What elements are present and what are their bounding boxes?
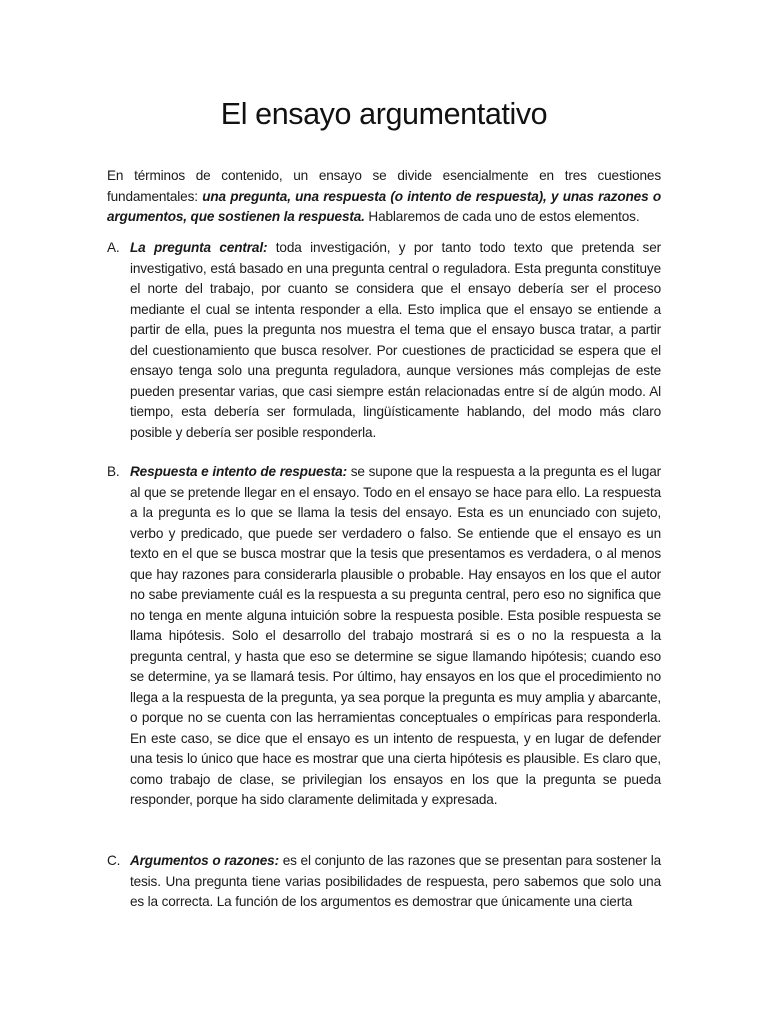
list-item-heading: La pregunta central: (130, 240, 268, 255)
list-marker: A. (107, 240, 120, 255)
list-item-heading: Respuesta e intento de respuesta: (130, 464, 347, 479)
intro-paragraph (107, 166, 661, 228)
list-marker: B. (107, 464, 120, 479)
list-item-a (107, 238, 661, 443)
list-marker: C. (107, 853, 121, 868)
list-item-text: toda investigación, y por tanto todo texto que pretenda ser investigativo, está basado en una pregunta central o reguladora. Esta pregunta constituye el norte del trabajo, por cuanto se considera que el ensayo debería ser el proceso mediante el cual se intenta responder a ella. Esto implica que el ensayo se entiende a partir de ella, pues la pregunta nos muestra el tema que el ensayo busca tratar, a partir del cuestionamiento que busca resolver. Por cuestiones de practicidad se espera que el ensayo tenga solo una pregunta reguladora, aunque versiones más complejas de este pueden presentar varias, que casi siempre están relacionadas entre sí de algún modo. Al tiempo, esta debería ser formulada, lingüísticamente hablando, del modo más claro posible y debería ser posible responderla. (130, 240, 661, 440)
list-item-text: es el conjunto de las razones que se presentan para sostener la tesis. Una pregunta tiene varias posibilidades de respuesta, pero sabemos que solo una es la correcta. La función de los argumentos es demostrar que únicamente una cierta (130, 853, 661, 909)
list-item-content (130, 851, 661, 913)
list-item-content (130, 462, 661, 811)
intro-tail: Hablaremos de cada uno de estos elementos. (364, 209, 640, 224)
intro-emphasis: una pregunta, una respuesta (o intento de respuesta), y unas razones o argumentos, que sostienen la respuesta. (107, 188, 661, 224)
list-item-b (107, 462, 661, 811)
list-item-content (130, 238, 661, 443)
list-item-text: se supone que la respuesta a la pregunta es el lugar al que se pretende llegar en el ensayo. Todo en el ensayo se hace para ello. La respuesta a la pregunta es lo que se llama la tesis del ensayo. Esta es un enunciado con sujeto, verbo y predicado, que puede ser verdadero o falso. Se entiende que el ensayo es un texto en el que se busca mostrar que la tesis que presentamos es verdadera, o al menos que hay razones para considerarla plausible o probable. Hay ensayos en los que el autor no sabe previamente cuál es la respuesta a su pregunta central, pero eso no significa que no tenga en mente alguna intuición sobre la respuesta posible. Esta posible respuesta se llama hipótesis. Solo el desarrollo del trabajo mostrará si es o no la respuesta a la pregunta central, y hasta que eso se determine se sigue llamando hipótesis; cuando eso se determine, ya se llamará tesis. Por último, hay ensayos en los que el procedimiento no llega a la respuesta de la pregunta, ya sea porque la pregunta es muy amplia y abarcante, o porque no se cuenta con las herramientas conceptuales o empíricas para responderla. En este caso, se dice que el ensayo es un intento de respuesta, y en lugar de defender una tesis lo único que hace es mostrar que una cierta hipótesis es plausible. Es claro que, como trabajo de clase, se privilegian los ensayos en los que la pregunta se pueda responder, porque ha sido claramente delimitada y expresada. (130, 464, 662, 807)
document-title: El ensayo argumentativo (220, 97, 548, 131)
list-item-heading: Argumentos o razones: (130, 853, 279, 868)
intro-lead: En términos de contenido, un ensayo se divide esencialmente en tres cuestiones fundamentales: (107, 168, 661, 204)
list-item-c (107, 851, 661, 913)
